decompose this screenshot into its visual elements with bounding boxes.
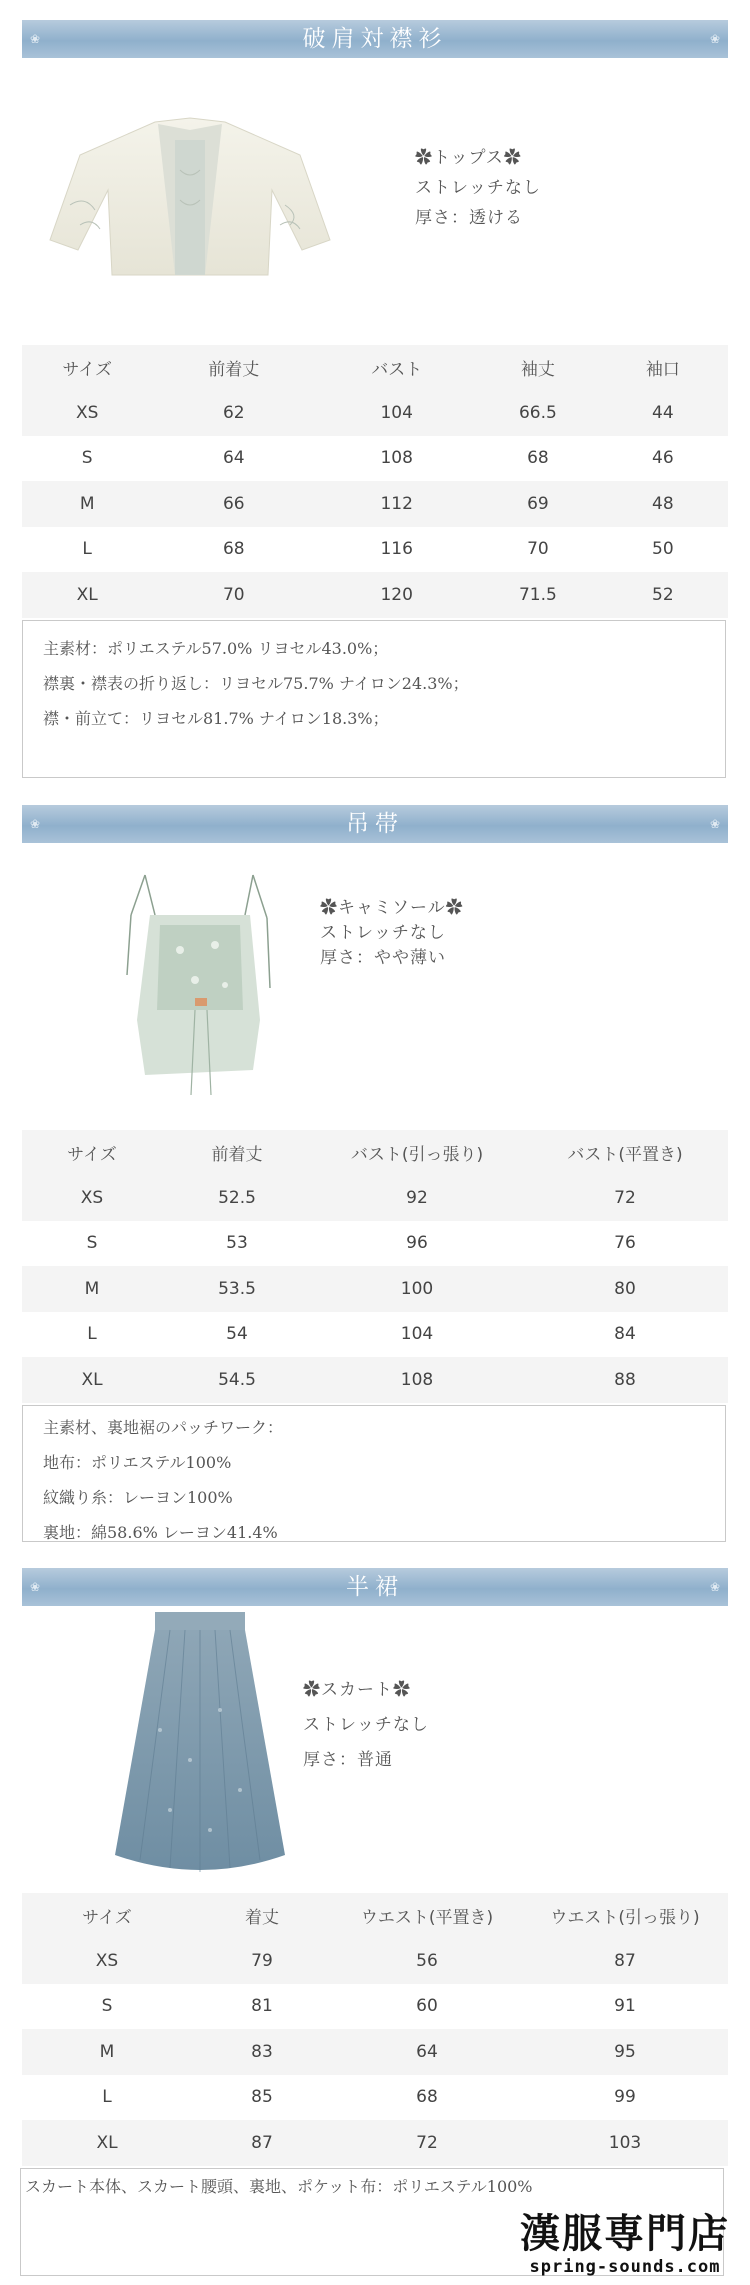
table-row (22, 1221, 728, 1267)
table-row (22, 1357, 728, 1403)
table-cell: L (82, 539, 92, 560)
table-cell: XL (22, 1357, 162, 1403)
material-line: 紋織り糸：レーヨン100% (43, 1488, 233, 1507)
table-cell: 53 (226, 1233, 248, 1254)
table-row (22, 2075, 728, 2121)
table-cell: 92 (312, 1175, 522, 1221)
table-row (22, 2120, 728, 2166)
product-type: ✿スカート✿ (303, 1680, 411, 1700)
flower-ornament-icon: ❀ (709, 32, 720, 46)
column-header: 前着丈 (152, 345, 315, 390)
material-line: 地布：ポリエステル100% (43, 1453, 232, 1472)
table-cell: 64 (332, 2029, 522, 2075)
table-row (22, 481, 728, 527)
column-header: サイズ (22, 345, 152, 390)
section-title: 半裙 (346, 1574, 404, 1600)
table-cell: 46 (652, 448, 674, 469)
stretch-text: ストレッチなし (415, 178, 541, 198)
table-cell: 108 (380, 448, 413, 469)
material-line: 裏地：綿58.6% レーヨン41.4% (43, 1523, 278, 1542)
material-box-camisole (22, 1405, 726, 1542)
table-cell: 88 (522, 1357, 728, 1403)
table-cell: 66 (152, 481, 315, 527)
product-type: ✿トップス✿ (415, 148, 522, 168)
table-row (22, 1312, 728, 1358)
column-header: 前着丈 (162, 1130, 312, 1175)
table-row (22, 1984, 728, 2030)
table-cell: 83 (192, 2029, 332, 2075)
table-cell: 60 (416, 1996, 438, 2017)
material-line: スカート本体、スカート腰頭、裏地、ポケット布：ポリエステル100% (25, 2177, 533, 2196)
material-line: 主素材、裏地裾のパッチワーク： (43, 1418, 284, 1437)
table-cell: 68 (222, 539, 245, 560)
section-title: 破肩対襟衫 (302, 26, 448, 52)
table-cell: 87 (522, 1938, 728, 1984)
table-cell: 103 (522, 2120, 728, 2166)
stretch-text: ストレッチなし (303, 1715, 429, 1735)
table-cell: XS (22, 1175, 162, 1221)
section-banner-top (22, 20, 728, 58)
flower-ornament-icon: ❀ (709, 1580, 720, 1594)
table-cell: 84 (614, 1324, 636, 1345)
flower-ornament-icon: ❀ (709, 817, 720, 831)
column-header: ウエスト(平置き) (332, 1893, 522, 1938)
table-cell: 72 (522, 1175, 728, 1221)
material-line: 襟・前立て：リヨセル81.7% ナイロン18.3%； (43, 709, 389, 728)
flower-ornament-icon: ❀ (30, 32, 41, 46)
product-info (303, 1673, 429, 1778)
column-header: 袖丈 (478, 345, 597, 390)
table-cell: 104 (400, 1324, 434, 1345)
table-cell: XS (22, 390, 152, 436)
table-cell: 76 (614, 1233, 636, 1254)
size-table-top (22, 345, 728, 618)
table-cell: 80 (522, 1266, 728, 1312)
table-cell: S (101, 1996, 113, 2017)
table-cell: 71.5 (478, 572, 597, 618)
table-cell: M (22, 481, 152, 527)
table-cell: 87 (192, 2120, 332, 2166)
table-cell: L (87, 1324, 97, 1345)
shop-logo-url: spring-sounds.com (529, 2257, 721, 2277)
table-cell: 69 (478, 481, 597, 527)
column-header: ウエスト(引っ張り) (522, 1893, 728, 1938)
column-header: サイズ (22, 1130, 162, 1175)
table-cell: 96 (406, 1233, 428, 1254)
table-cell: 44 (598, 390, 728, 436)
product-info (320, 896, 464, 971)
table-row (22, 390, 728, 436)
table-cell: XL (22, 2120, 192, 2166)
table-cell: 52.5 (162, 1175, 312, 1221)
stretch-text: ストレッチなし (320, 923, 446, 943)
section-banner-skirt (22, 1568, 728, 1606)
table-cell: 70 (152, 572, 315, 618)
table-row (22, 1938, 728, 1984)
table-cell: 108 (312, 1357, 522, 1403)
table-cell: 66.5 (478, 390, 597, 436)
table-cell: L (102, 2087, 112, 2108)
section-banner-camisole (22, 805, 728, 843)
table-cell: S (81, 448, 93, 469)
table-cell: 53.5 (162, 1266, 312, 1312)
table-cell: 70 (527, 539, 549, 560)
table-cell: 52 (598, 572, 728, 618)
table-cell: 99 (614, 2087, 636, 2108)
table-cell: 120 (315, 572, 478, 618)
table-cell: 72 (332, 2120, 522, 2166)
table-cell: 68 (527, 448, 549, 469)
table-cell: 91 (614, 1996, 636, 2017)
column-header: バスト (315, 345, 478, 390)
size-table-camisole (22, 1130, 728, 1403)
table-cell: 79 (192, 1938, 332, 1984)
material-box-top (22, 620, 726, 778)
table-cell: XS (22, 1938, 192, 1984)
table-cell: 112 (315, 481, 478, 527)
table-row (22, 1266, 728, 1312)
product-info (415, 143, 541, 233)
column-header: 着丈 (192, 1893, 332, 1938)
table-cell: 68 (416, 2087, 438, 2108)
thickness-text: 厚さ：普通 (303, 1750, 393, 1770)
table-cell: 64 (222, 448, 245, 469)
shop-logo-name: 漢服専門店 (520, 2211, 730, 2257)
shop-logo (520, 2211, 730, 2277)
column-header: バスト(引っ張り) (312, 1130, 522, 1175)
material-line: 主素材：ポリエステル57.0% リヨセル43.0%； (43, 639, 389, 658)
table-cell: 50 (652, 539, 674, 560)
table-cell: XL (22, 572, 152, 618)
skirt-image (110, 1610, 290, 1880)
table-cell: M (22, 2029, 192, 2075)
thickness-text: 厚さ：やや薄い (320, 948, 446, 968)
thickness-text: 厚さ：透ける (415, 208, 523, 228)
section-title: 吊帯 (346, 811, 404, 837)
material-line: 襟裏・襟表の折り返し：リヨセル75.7% ナイロン24.3%； (43, 674, 469, 693)
table-cell: 54 (226, 1324, 248, 1345)
table-cell: 95 (522, 2029, 728, 2075)
table-row (22, 2029, 728, 2075)
flower-ornament-icon: ❀ (30, 1580, 41, 1594)
table-cell: S (86, 1233, 98, 1254)
column-header: バスト(平置き) (522, 1130, 728, 1175)
table-row (22, 527, 728, 573)
size-table-skirt (22, 1893, 728, 2166)
table-cell: 116 (380, 539, 413, 560)
table-cell: 100 (312, 1266, 522, 1312)
top-jacket-image (40, 110, 340, 290)
table-row (22, 1175, 728, 1221)
column-header: サイズ (22, 1893, 192, 1938)
table-cell: 104 (315, 390, 478, 436)
table-row (22, 436, 728, 482)
table-cell: 85 (251, 2087, 273, 2108)
table-row (22, 572, 728, 618)
table-cell: 54.5 (162, 1357, 312, 1403)
column-header: 袖口 (598, 345, 728, 390)
camisole-image (125, 870, 275, 1100)
product-type: ✿キャミソール✿ (320, 898, 464, 918)
table-cell: 56 (332, 1938, 522, 1984)
flower-ornament-icon: ❀ (30, 817, 41, 831)
table-cell: 62 (152, 390, 315, 436)
table-cell: 81 (251, 1996, 273, 2017)
table-cell: 48 (598, 481, 728, 527)
table-cell: M (22, 1266, 162, 1312)
